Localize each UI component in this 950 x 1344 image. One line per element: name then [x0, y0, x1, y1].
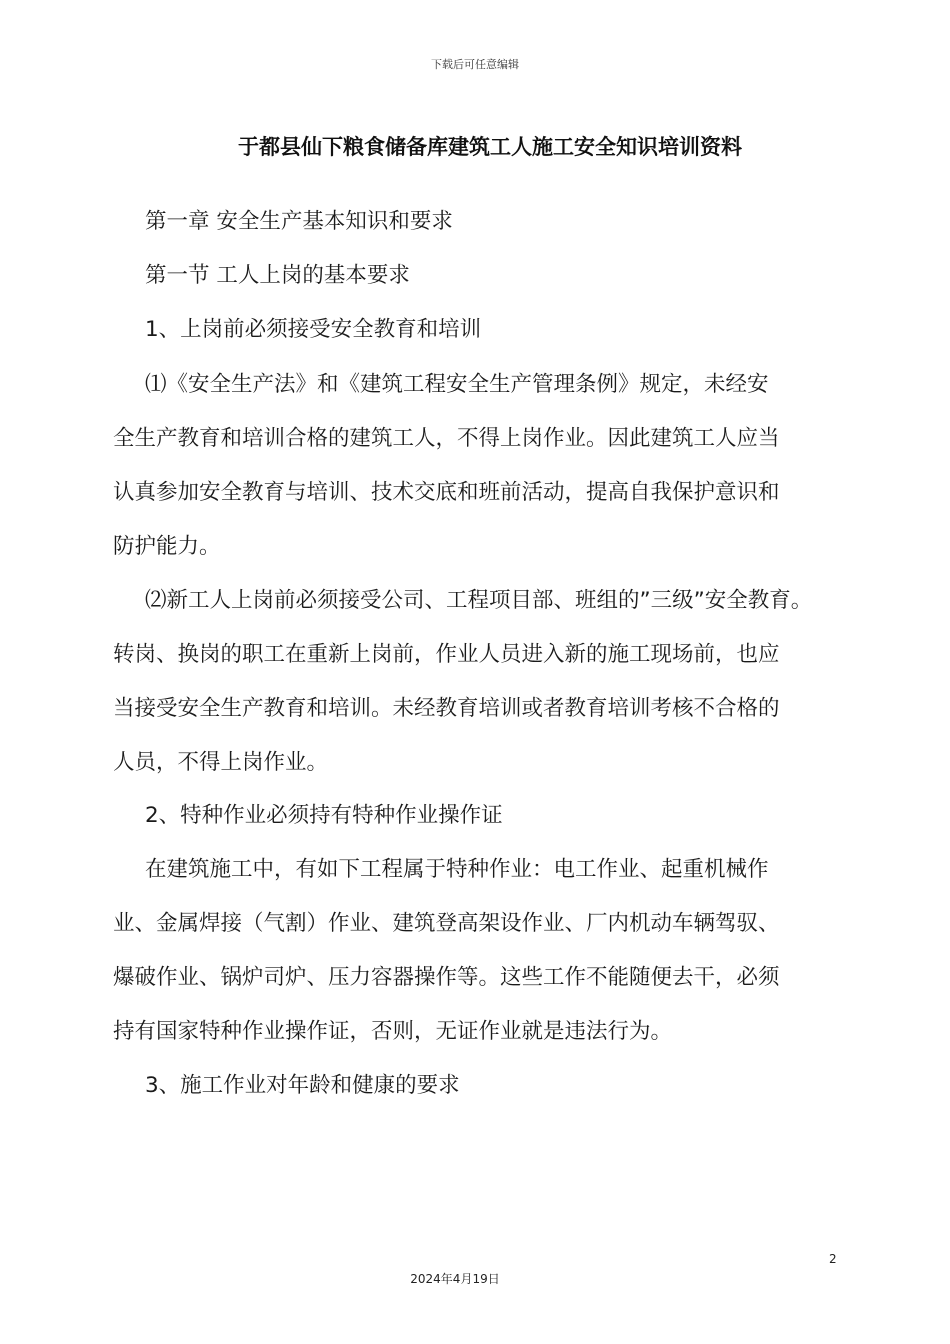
- paragraph-line: ⑵新工人上岗前必须接受公司、工程项目部、班组的”三级”安全教育。: [145, 588, 813, 613]
- header-note: 下载后可任意编辑: [431, 58, 519, 71]
- paragraph-line: 全生产教育和培训合格的建筑工人，不得上岗作业。因此建筑工人应当: [113, 426, 780, 451]
- chapter-heading: 第一章 安全生产基本知识和要求: [145, 209, 453, 234]
- paragraph-line: 爆破作业、锅炉司炉、压力容器操作等。这些工作不能随便去干，必须: [113, 965, 780, 990]
- document-title: 于都县仙下粮食储备库建筑工人施工安全知识培训资料: [238, 135, 742, 159]
- footer-date: 2024年4月19日: [410, 1272, 500, 1286]
- section-heading: 第一节 工人上岗的基本要求: [145, 263, 410, 288]
- paragraph-line: 业、金属焊接（气割）作业、建筑登高架设作业、厂内机动车辆驾驭、: [113, 911, 780, 936]
- item-heading-2: 2、特种作业必须持有特种作业操作证: [145, 803, 503, 828]
- paragraph-line: 持有国家特种作业操作证，否则，无证作业就是违法行为。: [113, 1019, 673, 1044]
- paragraph-line: 人员，不得上岗作业。: [113, 750, 329, 775]
- paragraph-line: 在建筑施工中，有如下工程属于特种作业：电工作业、起重机械作: [145, 857, 769, 882]
- page-number: 2: [829, 1252, 837, 1266]
- paragraph-line: 转岗、换岗的职工在重新上岗前，作业人员进入新的施工现场前，也应: [113, 642, 780, 667]
- paragraph-line: ⑴《安全生产法》和《建筑工程安全生产管理条例》规定，未经安: [145, 372, 769, 397]
- item-heading-3: 3、施工作业对年龄和健康的要求: [145, 1073, 460, 1098]
- item-heading-1: 1、上岗前必须接受安全教育和培训: [145, 317, 482, 342]
- paragraph-line: 防护能力。: [113, 534, 221, 559]
- paragraph-line: 认真参加安全教育与培训、技术交底和班前活动，提高自我保护意识和: [113, 480, 780, 505]
- paragraph-line: 当接受安全生产教育和培训。未经教育培训或者教育培训考核不合格的: [113, 696, 780, 721]
